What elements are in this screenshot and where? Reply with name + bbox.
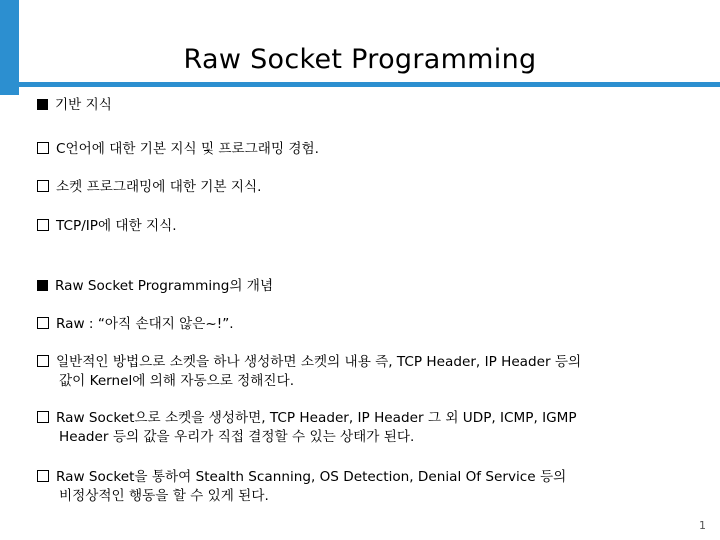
title-underline bbox=[19, 82, 720, 87]
list-item: Raw : “아직 손대지 않은~!”. bbox=[37, 315, 234, 334]
list-item: C언어에 대한 기본 지식 및 프로그래밍 경험. bbox=[37, 140, 319, 159]
section-heading-basics: 기반 지식 bbox=[37, 96, 112, 115]
filled-square-bullet-icon bbox=[37, 99, 48, 110]
list-item: 소켓 프로그래밍에 대한 기본 지식. bbox=[37, 178, 261, 197]
open-square-bullet-icon bbox=[37, 355, 49, 367]
open-square-bullet-icon bbox=[37, 411, 49, 423]
page-number: 1 bbox=[699, 519, 706, 532]
open-square-bullet-icon bbox=[37, 470, 49, 482]
list-item: TCP/IP에 대한 지식. bbox=[37, 217, 177, 236]
list-item-continuation: 비정상적인 행동을 할 수 있게 된다. bbox=[59, 488, 269, 504]
open-square-bullet-icon bbox=[37, 219, 49, 231]
list-item: Raw Socket을 통하여 Stealth Scanning, OS Detection, Denial Of Service 등의 bbox=[37, 468, 566, 487]
list-item-continuation: 값이 Kernel에 의해 자동으로 정해진다. bbox=[59, 373, 295, 389]
list-item-continuation: Header 등의 값을 우리가 직접 결정할 수 있는 상태가 된다. bbox=[59, 429, 415, 445]
open-square-bullet-icon bbox=[37, 180, 49, 192]
list-item: Raw Socket으로 소켓을 생성하면, TCP Header, IP Header 그 외 UDP, ICMP, IGMP bbox=[37, 409, 577, 428]
slide-title: Raw Socket Programming bbox=[183, 44, 537, 75]
open-square-bullet-icon bbox=[37, 317, 49, 329]
open-square-bullet-icon bbox=[37, 142, 49, 154]
section-heading-concept: Raw Socket Programming의 개념 bbox=[37, 277, 273, 296]
list-item: 일반적인 방법으로 소켓을 하나 생성하면 소켓의 내용 즉, TCP Header, IP Header 등의 bbox=[37, 353, 581, 372]
filled-square-bullet-icon bbox=[37, 280, 48, 291]
